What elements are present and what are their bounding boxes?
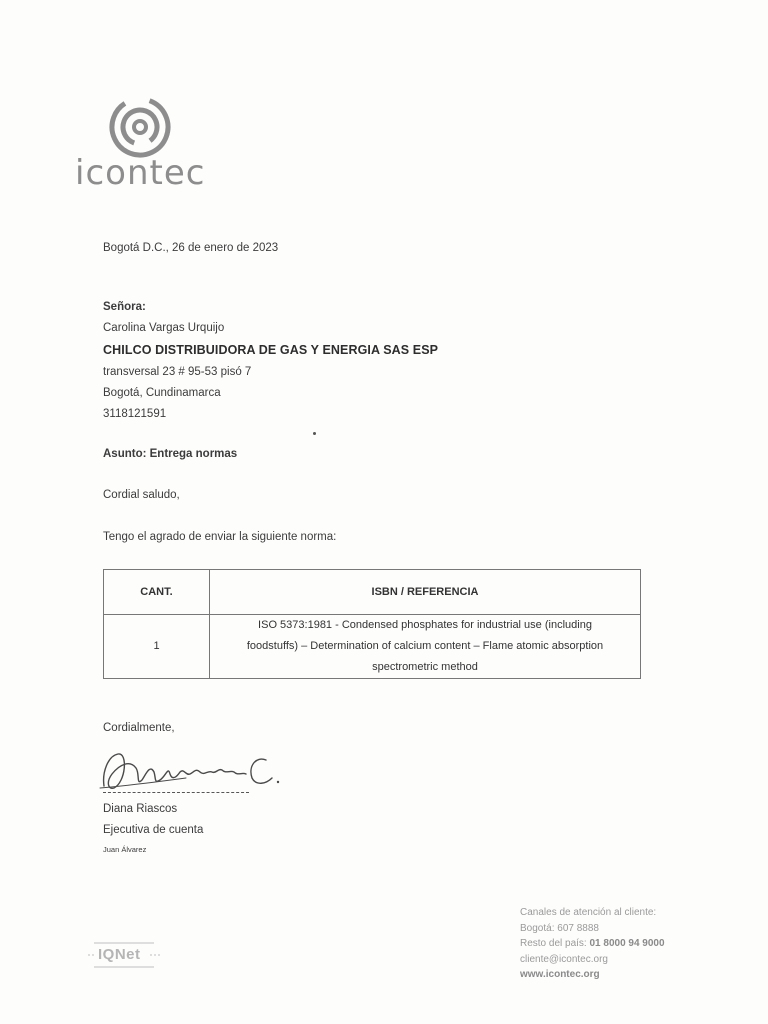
footer-national-phone [520, 936, 665, 952]
customer-service-footer [520, 905, 665, 983]
footer-title: Canales de atención al cliente: [520, 907, 657, 918]
iqnet-text: IQNet [98, 946, 141, 963]
header-quantity: CANT. [104, 570, 210, 615]
reference-line: ISO 5373:1981 - Condensed phosphates for industrial use (including [258, 619, 592, 631]
row-quantity: 1 [104, 615, 210, 679]
brand-name: icontec [75, 153, 206, 193]
salutation-title: Señora: [103, 301, 146, 313]
footer-bogota-phone: Bogotá: 607 8888 [520, 922, 599, 934]
row-reference [210, 615, 641, 679]
recipient-company: CHILCO DISTRIBUIDORA DE GAS Y ENERGIA SAS ESP [103, 343, 439, 357]
footer-national-number: 01 8000 94 9000 [589, 938, 665, 949]
stray-dot [313, 432, 316, 435]
handwritten-signature [96, 742, 286, 794]
footer-national-label: Resto del país: [520, 938, 590, 949]
signer-role: Ejecutiva de cuenta [103, 824, 204, 836]
recipient-address: transversal 23 # 95-53 pisó 7 [103, 366, 252, 378]
footer-website[interactable]: www.icontec.org [520, 969, 600, 980]
recipient-phone: 3118121591 [103, 408, 167, 420]
table-row [104, 615, 641, 679]
icontec-logo [75, 95, 215, 205]
prepared-by: Juan Álvarez [103, 845, 147, 854]
letter-subject: Asunto: Entrega normas [103, 448, 238, 460]
reference-line: foodstuffs) – Determination of calcium content – Flame atomic absorption [246, 640, 604, 652]
letter-closing: Cordialmente, [103, 722, 175, 734]
reference-line: spectrometric method [372, 661, 478, 673]
signature-line [103, 792, 249, 793]
footer-email[interactable]: cliente@icontec.org [520, 953, 608, 965]
recipient-city: Bogotá, Cundinamarca [103, 387, 221, 399]
norms-table [103, 569, 641, 679]
signer-name: Diana Riascos [103, 803, 178, 815]
letter-greeting: Cordial saludo, [103, 489, 180, 501]
icontec-symbol-icon [107, 95, 173, 159]
header-reference: ISBN / REFERENCIA [210, 570, 641, 615]
letter-intro: Tengo el agrado de enviar la siguiente norma: [103, 531, 337, 543]
letter-date: Bogotá D.C., 26 de enero de 2023 [103, 242, 279, 254]
iqnet-certification-logo [88, 940, 160, 970]
recipient-name: Carolina Vargas Urquijo [103, 322, 225, 334]
table-header-row [104, 570, 641, 615]
